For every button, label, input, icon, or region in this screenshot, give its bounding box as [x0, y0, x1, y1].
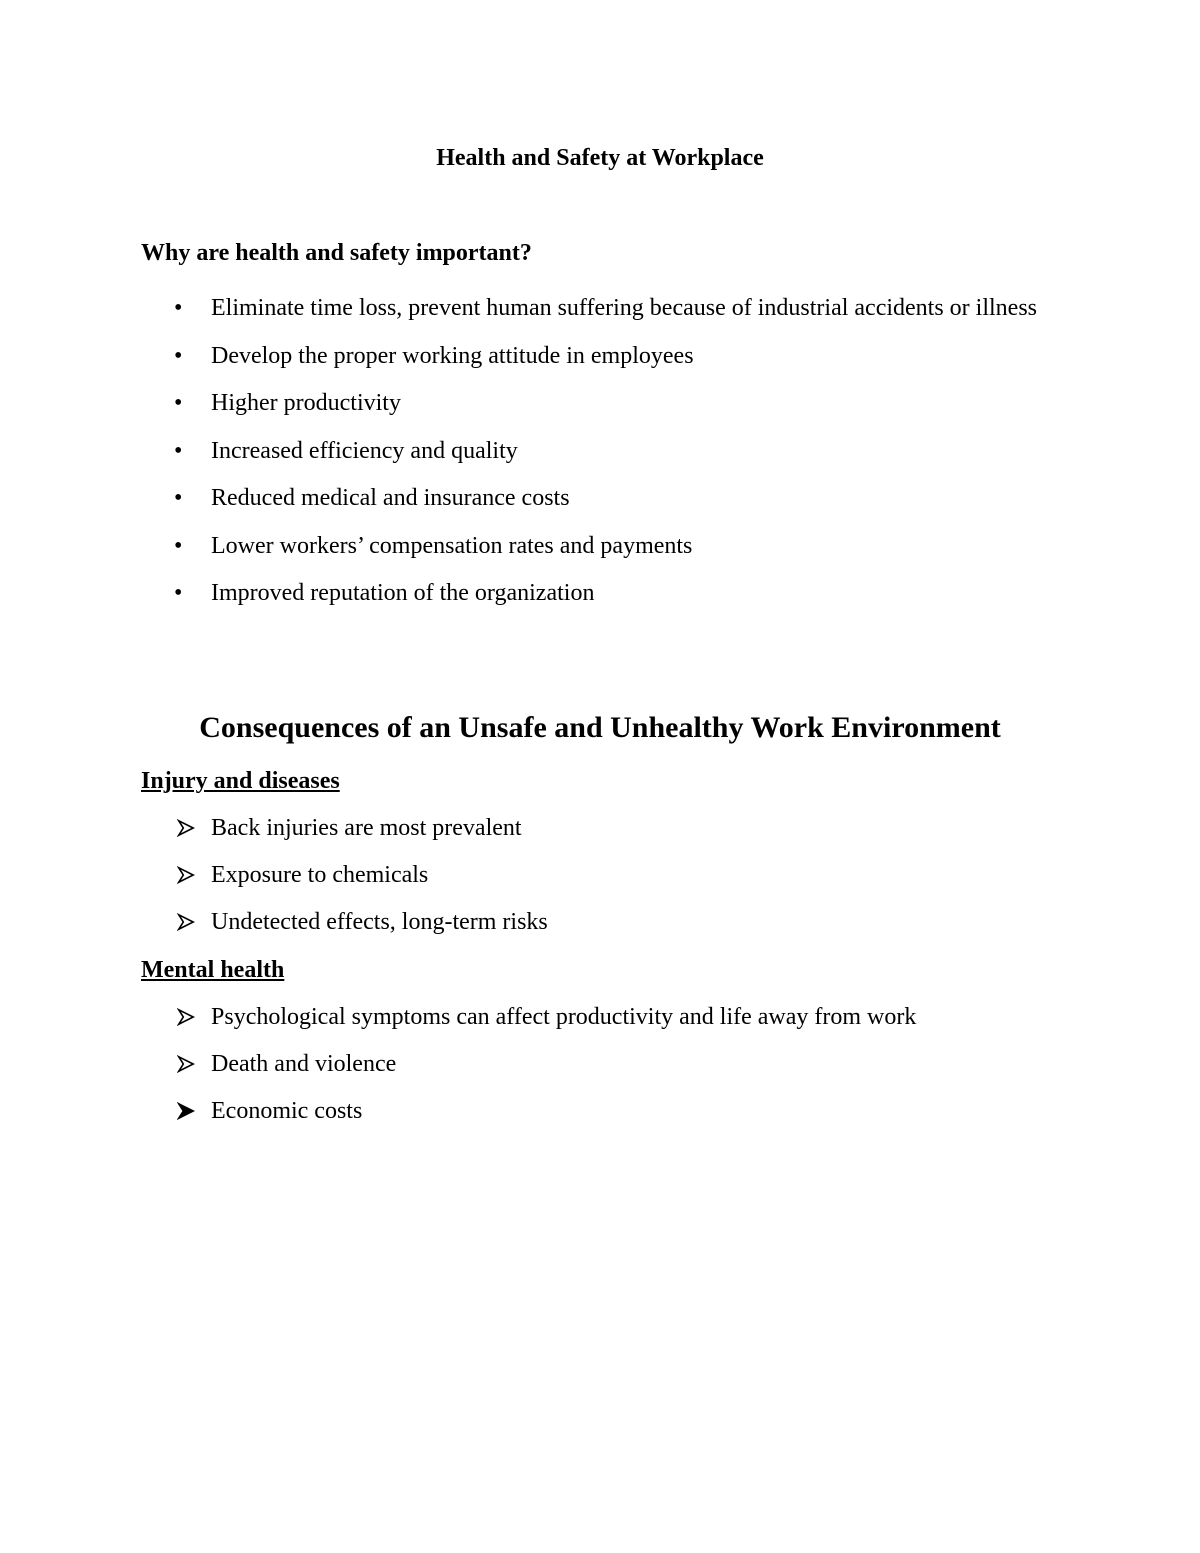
list-item-text: Exposure to chemicals	[211, 862, 429, 888]
arrowhead-bullet-icon	[177, 805, 195, 852]
list-item	[0, 428, 1200, 476]
bullet-icon: •	[174, 437, 183, 464]
bullet-icon: •	[174, 295, 183, 321]
arrowhead-bullet-icon	[177, 1041, 195, 1088]
document-title: Health and Safety at Workplace	[436, 145, 764, 171]
list-item	[0, 475, 1200, 523]
list-item-text: Improved reputation of the organization	[211, 580, 595, 606]
list-item-text: Undetected effects, long-term risks	[211, 909, 548, 935]
list-item	[0, 899, 1200, 946]
consequences-heading: Consequences of an Unsafe and Unhealthy Work Environment	[199, 711, 1001, 744]
list-item-text: Lower workers’ compensation rates and payments	[211, 532, 693, 559]
importance-question: Why are health and safety important?	[141, 240, 532, 266]
arrowhead-bullet-icon	[177, 1088, 195, 1135]
list-item-text: Higher productivity	[211, 390, 401, 416]
importance-list	[0, 285, 1200, 618]
list-item	[0, 994, 1200, 1041]
list-item	[0, 523, 1200, 571]
list-item-text: Reduced medical and insurance costs	[211, 485, 570, 511]
list-item	[0, 805, 1200, 852]
bullet-icon: •	[174, 485, 183, 511]
list-item-text: Eliminate time loss, prevent human suffering because of industrial accidents or illness	[211, 295, 1038, 321]
list-item	[0, 852, 1200, 899]
list-item-text: Death and violence	[211, 1051, 397, 1077]
list-item-text: Economic costs	[211, 1098, 363, 1124]
list-item	[0, 285, 1200, 333]
bullet-icon: •	[174, 580, 183, 606]
bullet-icon: •	[174, 342, 183, 369]
mental-health-heading: Mental health	[141, 957, 285, 983]
bullet-icon: •	[174, 532, 183, 559]
list-item	[0, 1041, 1200, 1088]
list-item	[0, 333, 1200, 381]
list-item-text: Back injuries are most prevalent	[211, 815, 522, 841]
mental-health-list	[0, 994, 1200, 1135]
list-item-text: Increased efficiency and quality	[211, 437, 518, 464]
arrowhead-bullet-icon	[177, 852, 195, 899]
list-item	[0, 570, 1200, 618]
list-item-text: Develop the proper working attitude in employees	[211, 342, 694, 369]
list-item-text: Psychological symptoms can affect productivity and life away from work	[211, 1004, 917, 1030]
injury-heading: Injury and diseases	[141, 768, 340, 794]
injury-list	[0, 805, 1200, 946]
list-item	[0, 380, 1200, 428]
arrowhead-bullet-icon	[177, 994, 195, 1041]
arrowhead-bullet-icon	[177, 899, 195, 946]
list-item	[0, 1088, 1200, 1135]
bullet-icon: •	[174, 390, 183, 416]
